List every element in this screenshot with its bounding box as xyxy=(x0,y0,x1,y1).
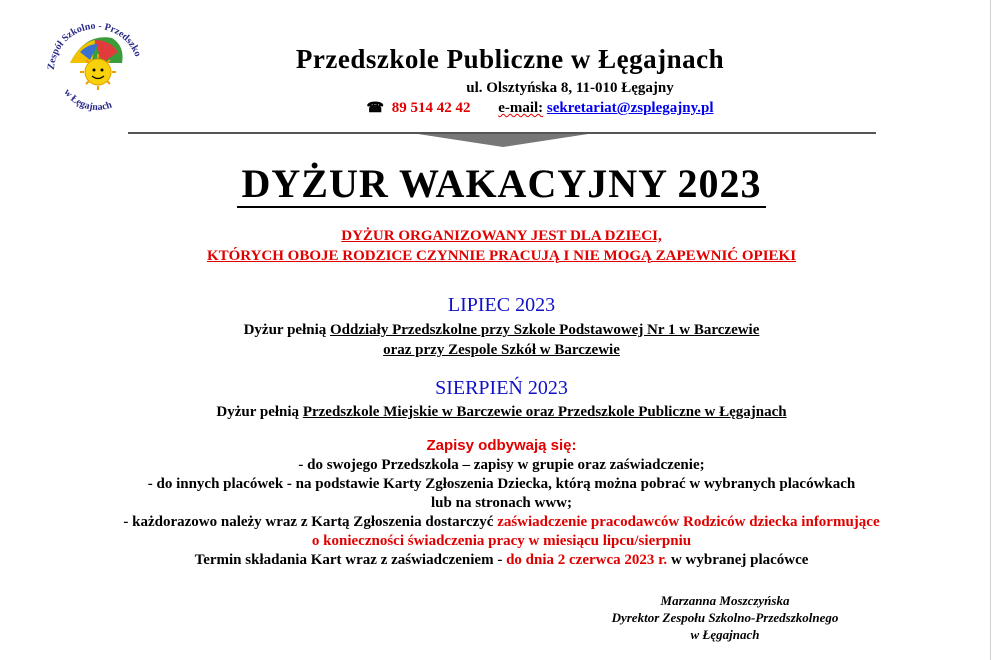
signup-item-2b: lub na stronach www; xyxy=(431,495,572,511)
signup-item-3-black: - każdorazowo należy wraz z Kartą Zgłoszenia dostarczyć xyxy=(123,514,498,530)
notice xyxy=(0,226,1003,266)
address: ul. Olsztyńska 8, 11-010 Łęgajny xyxy=(466,80,674,96)
deadline xyxy=(0,551,1003,570)
deadline-text-a: Termin składania Kart wraz z zaświadczeniem - xyxy=(194,552,507,568)
phone-number: 89 514 42 42 xyxy=(391,100,471,116)
signup-list xyxy=(0,456,1003,570)
svg-text:w Łęgajnach xyxy=(61,87,113,113)
signup-item-3-red: zaświadczenie pracodawców Rodziców dziecka informujące xyxy=(497,514,880,530)
sun-umbrella-logo-icon xyxy=(40,8,150,118)
duty-august-prefix: Dyżur pełnią xyxy=(216,404,303,420)
signup-title: Zapisy odbywają się: xyxy=(426,437,577,454)
page-title-text: DYŻUR WAKACYJNY 2023 xyxy=(237,161,765,208)
signature xyxy=(575,592,875,643)
signup-item-1: - do swojego Przedszkola – zapisy w grupie oraz zaświadczenie; xyxy=(298,457,705,473)
signup-item-3 xyxy=(0,513,1003,532)
notice-line-2: KTÓRYCH OBOJE RODZICE CZYNNIE PRACUJĄ I NIE MOGĄ ZAPEWNIĆ OPIEKI xyxy=(206,248,797,264)
signature-place: w Łęgajnach xyxy=(690,627,760,642)
page-edge xyxy=(990,0,991,660)
email-link[interactable]: sekretariat@zsplegajny.pl xyxy=(546,100,714,116)
signature-role: Dyrektor Zespołu Szkolno-Przedszkolnego xyxy=(611,610,839,625)
signup-item-2a: - do innych placówek - na podstawie Karty Zgłoszenia Dziecka, którą można pobrać w wybranych placówkach xyxy=(147,476,856,492)
duty-august xyxy=(0,402,1003,422)
letterhead xyxy=(240,42,780,119)
email-label: e-mail: xyxy=(498,100,544,116)
notice-line-1: DYŻUR ORGANIZOWANY JEST DLA DZIECI, xyxy=(341,228,662,244)
page-title xyxy=(0,160,1003,208)
duty-july xyxy=(0,320,1003,360)
month-august: SIERPIEŃ 2023 xyxy=(435,377,568,399)
deadline-date: do dnia 2 czerwca 2023 r. xyxy=(506,552,668,568)
phone-icon: ☎ xyxy=(366,101,384,116)
duty-july-line-1: Oddziały Przedszkolne przy Szkole Podstawowej Nr 1 w Barczewie xyxy=(330,322,760,338)
header-divider xyxy=(128,131,876,149)
deadline-text-b: w wybranej placówce xyxy=(667,552,809,568)
signature-name: Marzanna Moszczyńska xyxy=(660,593,790,608)
signup-item-3-red-2: o konieczności świadczenia pracy w miesiącu lipcu/sierpniu xyxy=(311,533,692,549)
contact-line xyxy=(240,98,780,119)
duty-july-line-2: oraz przy Zespole Szkół w Barczewie xyxy=(383,342,620,358)
month-july: LIPIEC 2023 xyxy=(447,294,556,316)
logo-text-top: Zespół Szkolno - Przedszko xyxy=(45,20,144,71)
org-name: Przedszkole Publiczne w Łęgajnach xyxy=(295,44,725,74)
duty-july-prefix: Dyżur pełnią xyxy=(243,322,330,338)
school-logo xyxy=(40,8,150,118)
logo-text-bottom: w Łęgajnach xyxy=(61,87,114,114)
duty-august-text: Przedszkole Miejskie w Barczewie oraz Przedszkole Publiczne w Łęgajnach xyxy=(302,404,787,420)
